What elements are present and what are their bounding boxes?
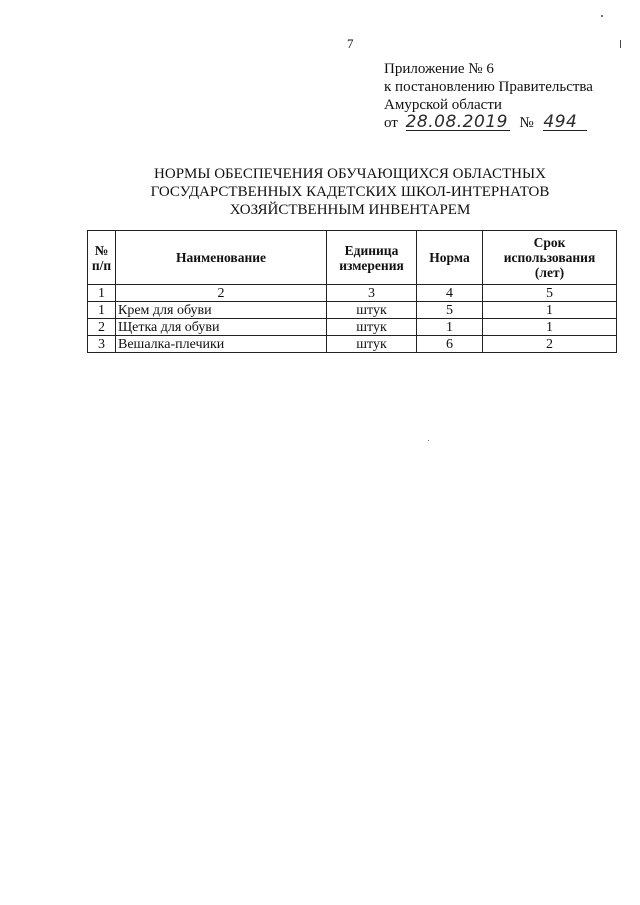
header-unit-line-1: Единица [344, 242, 399, 258]
index-cell: 2 [116, 285, 327, 302]
table-index-row [88, 285, 617, 302]
norms-table [87, 230, 617, 353]
index-cell: 4 [417, 285, 483, 302]
row-term: 1 [483, 302, 617, 319]
row-norm: 1 [417, 319, 483, 336]
document-title [100, 165, 600, 219]
appendix-line-2: к постановлению Правительства [384, 79, 593, 95]
row-unit: штук [327, 319, 417, 336]
table-row [88, 302, 617, 319]
page-number: 7 [347, 36, 354, 51]
header-norm: Норма [417, 231, 483, 285]
row-name: Вешалка-плечики [116, 336, 327, 353]
header-unit-line-2: измерения [339, 257, 404, 273]
table-header-row [88, 231, 617, 285]
header-term-line-2: использования [503, 250, 596, 265]
table-row [88, 336, 617, 353]
scan-speck [601, 15, 603, 17]
scan-speck [428, 440, 429, 441]
index-cell: 5 [483, 285, 617, 302]
appendix-line-1: Приложение № 6 [384, 61, 494, 77]
appendix-line-3: Амурской области [384, 97, 502, 113]
handwritten-date: 28.08.2019 [405, 112, 508, 132]
index-cell: 1 [88, 285, 116, 302]
header-term [483, 231, 617, 285]
number-prefix: № [519, 115, 534, 131]
title-line-1: НОРМЫ ОБЕСПЕЧЕНИЯ ОБУЧАЮЩИХСЯ ОБЛАСТНЫХ [154, 166, 546, 182]
header-number-line-2: п/п [91, 257, 112, 273]
row-number: 2 [88, 319, 116, 336]
date-prefix: от [384, 115, 398, 131]
header-term-line-1: Срок [533, 235, 566, 250]
index-cell: 3 [327, 285, 417, 302]
row-norm: 5 [417, 302, 483, 319]
row-norm: 6 [417, 336, 483, 353]
title-line-3: ХОЗЯЙСТВЕННЫМ ИНВЕНТАРЕМ [229, 202, 471, 218]
header-name: Наименование [116, 231, 327, 285]
row-number: 1 [88, 302, 116, 319]
row-unit: штук [327, 336, 417, 353]
header-number-line-1: № [94, 242, 109, 258]
row-unit: штук [327, 302, 417, 319]
appendix-block [384, 60, 624, 132]
header-term-line-3: (лет) [534, 265, 565, 280]
header-number [88, 231, 116, 285]
row-name: Щетка для обуви [116, 319, 327, 336]
row-number: 3 [88, 336, 116, 353]
row-name: Крем для обуви [116, 302, 327, 319]
appendix-date-line [384, 114, 624, 132]
row-term: 2 [483, 336, 617, 353]
table-row [88, 319, 617, 336]
header-unit [327, 231, 417, 285]
title-line-2: ГОСУДАРСТВЕННЫХ КАДЕТСКИХ ШКОЛ-ИНТЕРНАТОВ [150, 184, 550, 200]
scan-speck [620, 40, 621, 48]
handwritten-number: 494 [543, 114, 587, 131]
row-term: 1 [483, 319, 617, 336]
